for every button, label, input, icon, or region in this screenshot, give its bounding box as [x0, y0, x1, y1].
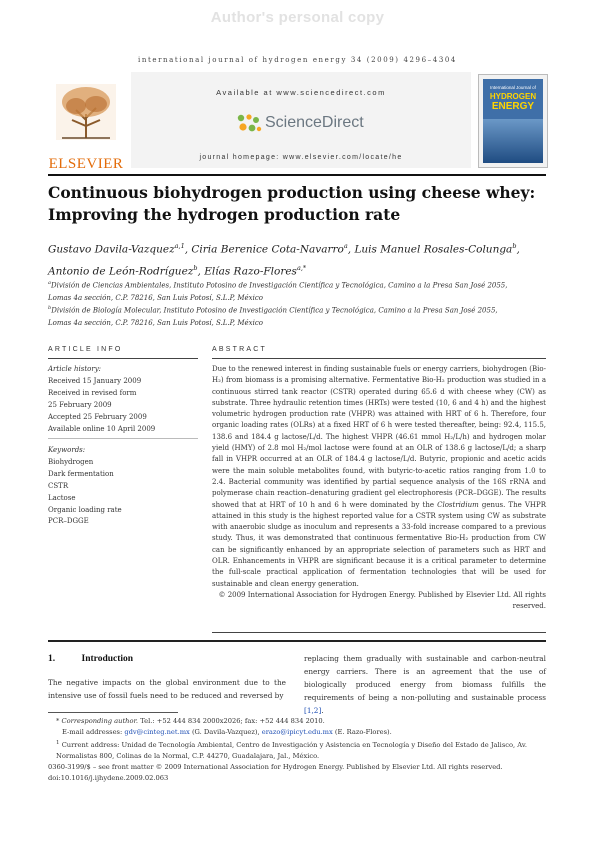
affiliation-b: [48, 302, 548, 329]
front-matter-end-rule: [48, 640, 546, 642]
abstract-text-continued: genus. The VHPR attained in this study is the highest reported value for a CSTR system using CW as substrate with anaerobic sludge as inoculum and represents a 33-fold increase compared to a previous study. Thus, it was demonstrated that continuous fermentative Bio-H₂ production from CW can be significantly enhanced by an appropriate selection of parameters such as HRT and OLR. Enhancements in VHPR are significant because it is a critical parameter to determine the full-scale practical application of fermentation technologies that will be used for sustainable and clean energy generation.: [212, 500, 546, 588]
abstract-text: Due to the renewed interest in finding sustainable fuels or energy carriers, biohydrogen (Bio-H₂) from biomass is a promising alternative. Fermentative Bio-H₂ production was studied in a continuous stirred tank reactor (CSTR) operated during 65.6 d with cheese whey (CW) as substrate. Three hydraulic retention times (HRTs) were tested (10, 6 and 4 h) and the highest volumetric hydrogen production rate (VHPR) was attained with HRT of 6 h. Therefore, four organic loading rates (OLRs) at a fixed HRT of 6 h were tested thereafter, being: 92.4, 115.5, 138.6 and 184.4 g lactose/L/d. The highest VHPR (46.61 mmol H₂/L/h) and hydrogen molar yield (HMY) of 2.8 mol H₂/mol lactose were found at an OLR of 138.6 g lactose/L/d; a sharp fall in VHPR occurred at an OLR of 184.4 g lactose/L/d. Butyric, propionic and acetic acids were the main soluble metabolites found, with butyric-to-acetic ratios ranging from 1.0 to 2.4. Bacterial community was identified by partial sequence analysis of the 16S rRNA and polymerase chain reaction–denaturing gradient gel electrophoresis (PCR–DGGE). The results showed that at HRT of 10 h and 6 h were dominated by the: [212, 365, 546, 509]
author-separator: ,: [347, 243, 355, 256]
affiliation-line: Lomas 4a sección, C.P. 78216, San Luis Potosí, S.L.P, México: [48, 318, 264, 327]
footnotes: [48, 716, 548, 784]
author-name: Antonio de León-Rodríguez: [48, 265, 194, 277]
history-label: Article history:: [48, 365, 102, 373]
journal-header: [48, 70, 546, 170]
author-affiliation-marker: a,1: [174, 242, 185, 250]
corresponding-author-note: * Corresponding author. Tel.: +52 444 834 2000x2026; fax: +52 444 834 2010.: [56, 717, 325, 725]
cover-small-title: International Journal of: [490, 85, 536, 90]
author-name: Ciria Berenice Cota-Navarro: [191, 243, 344, 256]
article-title-line1: Continuous biohydrogen production using cheese whey:: [48, 183, 536, 202]
history-keywords-rule: [48, 438, 198, 439]
email-link[interactable]: erazo@ipicyt.edu.mx: [261, 728, 333, 736]
sciencedirect-logo[interactable]: [235, 112, 375, 138]
email-owner: (G. Davila-Vazquez),: [189, 728, 262, 736]
abstract-genus: Clostridium: [437, 500, 479, 509]
abstract-rule: [212, 358, 546, 359]
introduction-left-column: The negative impacts on the global environment due to the intensive use of fossil fuels need to be reduced and reversed by: [48, 678, 286, 700]
keyword-item[interactable]: Lactose: [48, 493, 76, 502]
cover-artwork: [483, 79, 543, 163]
author-separator: ,: [516, 243, 520, 256]
abstract-bottom-rule: [212, 632, 546, 633]
current-address-text: Current address: Unidad de Tecnología Ambiental, Centro de Investigación y Asistencia en Tecnología y Diseño del Estado de Jalisco, Av. Normalistas 800, Colinas de la Normal, C.P. 44270, Guadalajara, Jal., México.: [56, 741, 527, 761]
affiliation-marker: a: [48, 280, 51, 286]
elsevier-tree-icon: [56, 84, 116, 140]
history-item: Received in revised form: [48, 388, 137, 397]
keywords-label: Keywords:: [48, 446, 86, 454]
article-info-heading: ARTICLE INFO: [48, 346, 123, 353]
keyword-item[interactable]: CSTR: [48, 481, 69, 490]
author-line-1: [48, 237, 548, 259]
corresponding-label: Corresponding author.: [61, 717, 139, 725]
sciencedirect-mark-icon: [235, 112, 263, 136]
keywords-block: [48, 445, 198, 528]
sciencedirect-panel: [131, 72, 471, 168]
cover-title-line2: ENERGY: [491, 101, 535, 112]
author-separator: ,: [197, 265, 205, 277]
abstract-body: [212, 364, 546, 613]
current-address-note: [48, 738, 548, 762]
issn-line: 0360-3199/$ – see front matter © 2009 International Association for Hydrogen Energy. Published by Elsevier Ltd. All rights reserved.: [48, 763, 503, 772]
footnote-rule: [48, 712, 178, 713]
keyword-item[interactable]: Dark fermentation: [48, 469, 114, 478]
citation-link[interactable]: [1,2]: [304, 706, 322, 715]
section-title: Introduction: [81, 654, 134, 664]
elsevier-logo[interactable]: [48, 78, 124, 170]
journal-homepage-text[interactable]: journal homepage: www.elsevier.com/locate/he: [199, 154, 403, 161]
author-name: Luis Manuel Rosales-Colunga: [354, 243, 513, 256]
affiliation-line: División de Ciencias Ambientales, Instituto Potosino de Investigación Científica y Tecnológica, Camino a la Presa San José 2055,: [50, 281, 508, 290]
cover-title: [483, 92, 543, 112]
author-separator: ,: [184, 243, 192, 256]
abstract-heading: ABSTRACT: [212, 346, 267, 353]
affiliation-a: [48, 277, 548, 304]
intro-right-end: .: [321, 706, 324, 715]
elsevier-wordmark: ELSEVIER: [48, 156, 124, 172]
keyword-item[interactable]: Organic loading rate: [48, 505, 122, 514]
keyword-item[interactable]: Biohydrogen: [48, 457, 94, 466]
corresponding-contact: Tel.: +52 444 834 2000x2026; fax: +52 444 834 2010.: [138, 717, 325, 725]
header-rule: [48, 174, 546, 176]
author-name: Elías Razo-Flores: [204, 265, 297, 277]
affiliation-marker: b: [48, 305, 52, 311]
author-affiliation-marker: b: [193, 263, 198, 272]
author-affiliation-marker: b: [512, 242, 517, 250]
sciencedirect-wordmark: ScienceDirect: [265, 114, 364, 131]
watermark-text: Author's personal copy: [210, 9, 385, 26]
article-title-line2: Improving the hydrogen production rate: [48, 205, 401, 224]
email-owner: (E. Razo-Flores).: [332, 728, 392, 736]
author-name: Gustavo Davila-Vazquez: [48, 243, 175, 256]
doi-line[interactable]: doi:10.1016/j.ijhydene.2009.02.063: [48, 774, 169, 783]
author-list: [48, 237, 548, 280]
footnote-marker: 1: [56, 740, 60, 746]
journal-citation-line: international journal of hydrogen energy 34 (2009) 4296–4304: [138, 56, 457, 64]
keyword-item[interactable]: PCR–DGGE: [48, 517, 89, 526]
intro-right-text: replacing them gradually with sustainable and carbon-neutral energy carriers. There is an agreement that the use of biologically produced energy from biomass fulfills the requirements of being a non-polluting and sustainable process: [304, 654, 546, 702]
introduction-heading: [48, 654, 133, 664]
abstract-copyright: © 2009 International Association for Hydrogen Energy. Published by Elsevier Ltd. All rights reserved.: [218, 590, 546, 611]
section-number: 1.: [48, 654, 56, 664]
article-title: [48, 182, 548, 226]
cover-image-band: [483, 119, 543, 163]
available-at-text: Available at www.sciencedirect.com: [216, 88, 386, 97]
journal-cover-thumbnail[interactable]: [478, 74, 548, 168]
email-link[interactable]: gdv@cinteg.net.mx: [124, 728, 190, 736]
author-affiliation-marker: a,*: [296, 263, 307, 272]
affiliation-line: División de Biología Molecular, Instituto Potosino de Investigación Científica y Tecnológica, Camino a la Presa San José 2055,: [51, 306, 498, 315]
article-history: [48, 364, 198, 435]
cover-title-line1: HYDROGEN: [489, 92, 537, 101]
history-item: Accepted 25 February 2009: [48, 412, 147, 421]
author-affiliation-marker: a: [343, 242, 348, 250]
history-item: Received 15 January 2009: [48, 376, 142, 385]
email-note: [48, 727, 548, 738]
introduction-right-column: [304, 652, 546, 717]
affiliation-line: Lomas 4a sección, C.P. 78216, San Luis Potosí, S.L.P, México: [48, 293, 264, 302]
article-info-rule: [48, 358, 198, 359]
email-label: E-mail addresses:: [62, 728, 125, 736]
history-item: Available online 10 April 2009: [48, 424, 156, 433]
history-item: 25 February 2009: [48, 400, 112, 409]
